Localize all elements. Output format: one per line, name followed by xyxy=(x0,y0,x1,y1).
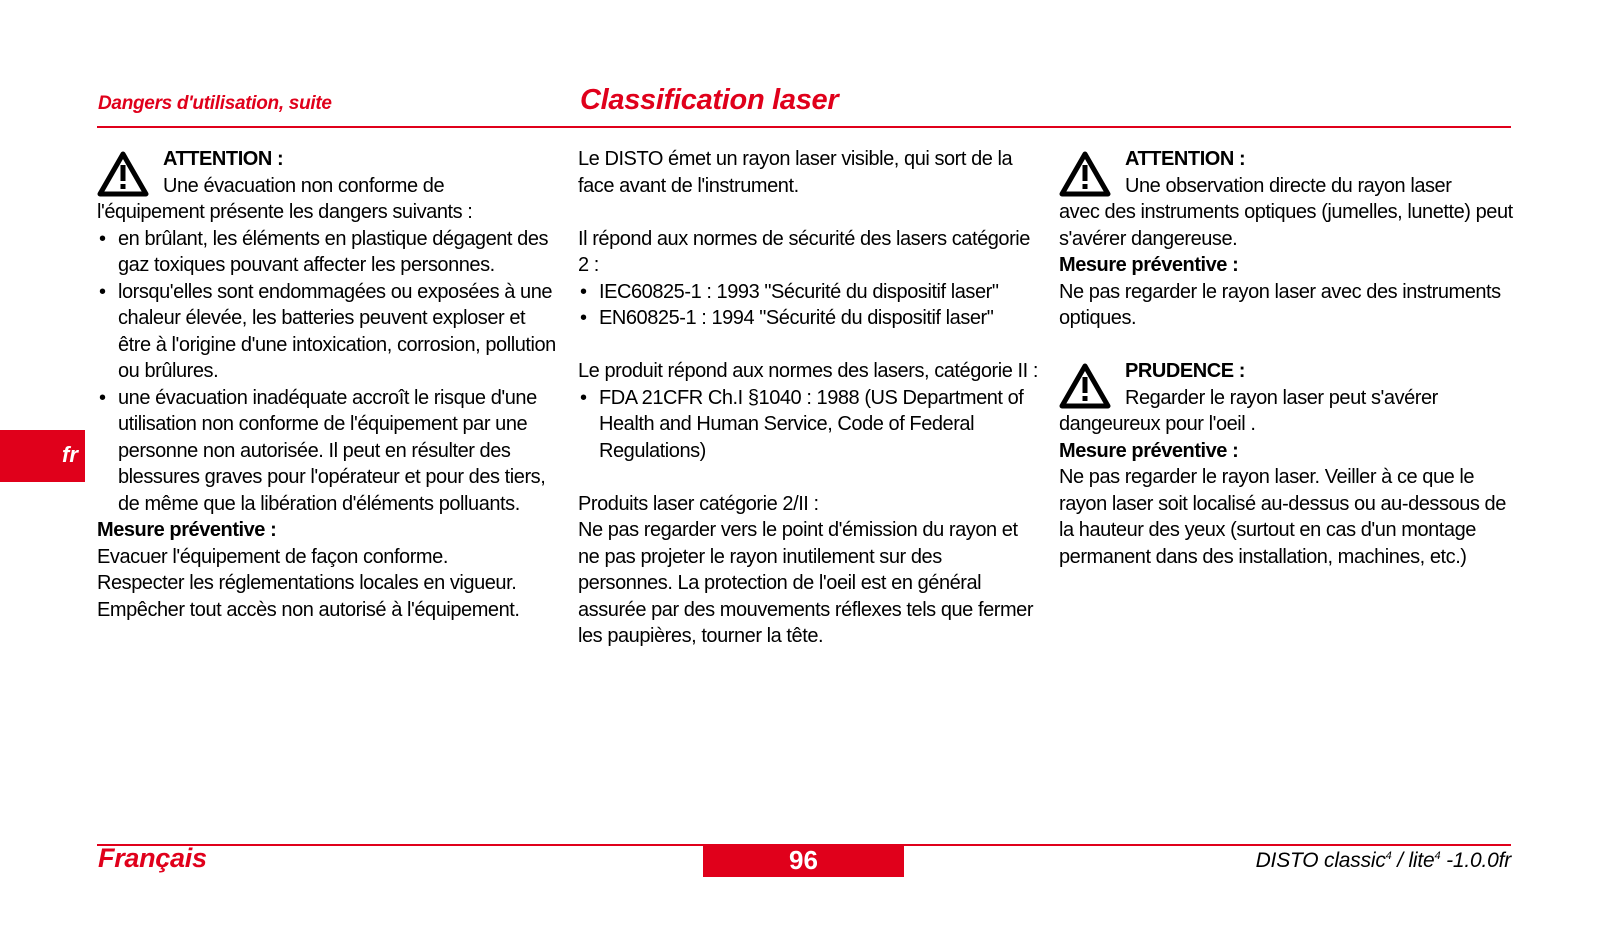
model-version: -1.0.0fr xyxy=(1440,849,1511,872)
class-text: Ne pas regarder vers le point d'émission du rayon et ne pas projeter le rayon inutilement sur des personnes. La protection de l'oeil est en général assurée par des mouvements réflexes tels que fermer les paupières, tourner la tête. xyxy=(578,519,1034,647)
warning-text: avec des instruments optiques (jumelles, lunette) peut s'avérer dangereuse. xyxy=(1059,201,1513,250)
product-norms-list xyxy=(578,385,1038,465)
warning-triangle-icon xyxy=(1059,151,1111,197)
footer-language: Français xyxy=(98,843,207,873)
bullet-icon: • xyxy=(99,280,106,303)
column-warnings xyxy=(1059,146,1519,570)
caution-text: dangeureux pour l'oeil . xyxy=(1059,413,1256,435)
measure-text: Ne pas regarder le rayon laser avec des instruments optiques. xyxy=(1059,280,1501,329)
bullet-icon: • xyxy=(99,386,106,409)
page-number: 96 xyxy=(703,844,904,877)
model-superscript: 4 xyxy=(1434,850,1441,862)
header-rule xyxy=(97,126,1511,128)
list-item xyxy=(97,279,557,385)
bullet-icon: • xyxy=(580,280,587,303)
bullet-icon: • xyxy=(580,307,587,329)
norms-intro: Il répond aux normes de sécurité des lasers catégorie 2 : xyxy=(578,227,1030,276)
warning-triangle-icon xyxy=(1059,363,1111,409)
column-dangers xyxy=(97,146,557,623)
list-item xyxy=(97,385,557,518)
section-previous-title: Dangers d'utilisation, suite xyxy=(98,93,332,114)
list-item xyxy=(578,279,1038,306)
measure-title: Mesure préventive : xyxy=(1059,439,1239,462)
danger-list xyxy=(97,226,557,518)
language-tab-label: fr xyxy=(62,442,78,467)
model-name: DISTO classic xyxy=(1255,849,1386,872)
measure-title: Mesure préventive : xyxy=(1059,254,1239,276)
warning-block xyxy=(97,146,557,199)
warning-title: ATTENTION : xyxy=(163,148,284,170)
list-item xyxy=(578,385,1038,465)
measure-line: Empêcher tout accès non autorisé à l'équipement. xyxy=(97,598,520,621)
caution-title: PRUDENCE : xyxy=(1125,360,1245,382)
list-item-text: EN60825-1 : 1994 "Sécurité du dispositif laser" xyxy=(599,307,994,329)
warning-text-first-line: Une évacuation non conforme de xyxy=(163,174,445,197)
list-item-text: FDA 21CFR Ch.I §1040 : 1988 (US Department of Health and Human Service, Code of Federal Regulations) xyxy=(599,386,1024,462)
bullet-icon: • xyxy=(99,227,106,250)
warning-triangle-icon xyxy=(97,151,149,197)
intro-paragraph: Le DISTO émet un rayon laser visible, qui sort de la face avant de l'instrument. xyxy=(578,148,1013,197)
bullet-icon: • xyxy=(580,386,587,409)
list-item-text: lorsqu'elles sont endommagées ou exposées à une chaleur élevée, les batteries peuvent exploser et être à l'origine d'une intoxication, corrosion, pollution ou brûlures. xyxy=(118,280,556,382)
list-item-text: IEC60825-1 : 1993 "Sécurité du dispositif laser" xyxy=(599,280,999,303)
warning-text-first-line: Une observation directe du rayon laser xyxy=(1125,174,1452,197)
warning-title: ATTENTION : xyxy=(1125,148,1246,170)
list-item xyxy=(97,226,557,279)
caution-text-first-line: Regarder le rayon laser peut s'avérer xyxy=(1125,386,1438,409)
caution-block xyxy=(1059,358,1519,411)
measure-text: Ne pas regarder le rayon laser. Veiller à ce que le rayon laser soit localisé au-dessus ou au-dessous de la hauteur des yeux (surtout en cas d'un montage permanent dans des installation, machines, etc.) xyxy=(1059,466,1506,568)
list-item xyxy=(578,305,1038,332)
model-variant: / lite xyxy=(1391,849,1435,872)
warning-text: l'équipement présente les dangers suivants : xyxy=(97,201,473,223)
list-item-text: en brûlant, les éléments en plastique dégagent des gaz toxiques pouvant affecter les personnes. xyxy=(118,227,549,276)
language-tab xyxy=(0,430,85,482)
class-title: Produits laser catégorie 2/II : xyxy=(578,492,819,515)
footer-model xyxy=(1256,849,1511,873)
norms-list xyxy=(578,279,1038,332)
model-superscript: 4 xyxy=(1385,850,1392,862)
measure-line: Respecter les réglementations locales en vigueur. xyxy=(97,572,517,594)
warning-block xyxy=(1059,146,1519,199)
product-intro: Le produit répond aux normes des lasers, catégorie II : xyxy=(578,360,1038,382)
list-item-text: une évacuation inadéquate accroît le risque d'une utilisation non conforme de l'équipement par une personne non autorisée. Il peut en résulter des blessures graves pour l'opérateur et pour des tiers, de même que la libération d'éléments polluants. xyxy=(118,386,546,515)
measure-title: Mesure préventive : xyxy=(97,519,277,541)
section-title: Classification laser xyxy=(580,84,839,116)
column-laser-classification xyxy=(578,146,1038,650)
measure-line: Evacuer l'équipement de façon conforme. xyxy=(97,545,448,568)
